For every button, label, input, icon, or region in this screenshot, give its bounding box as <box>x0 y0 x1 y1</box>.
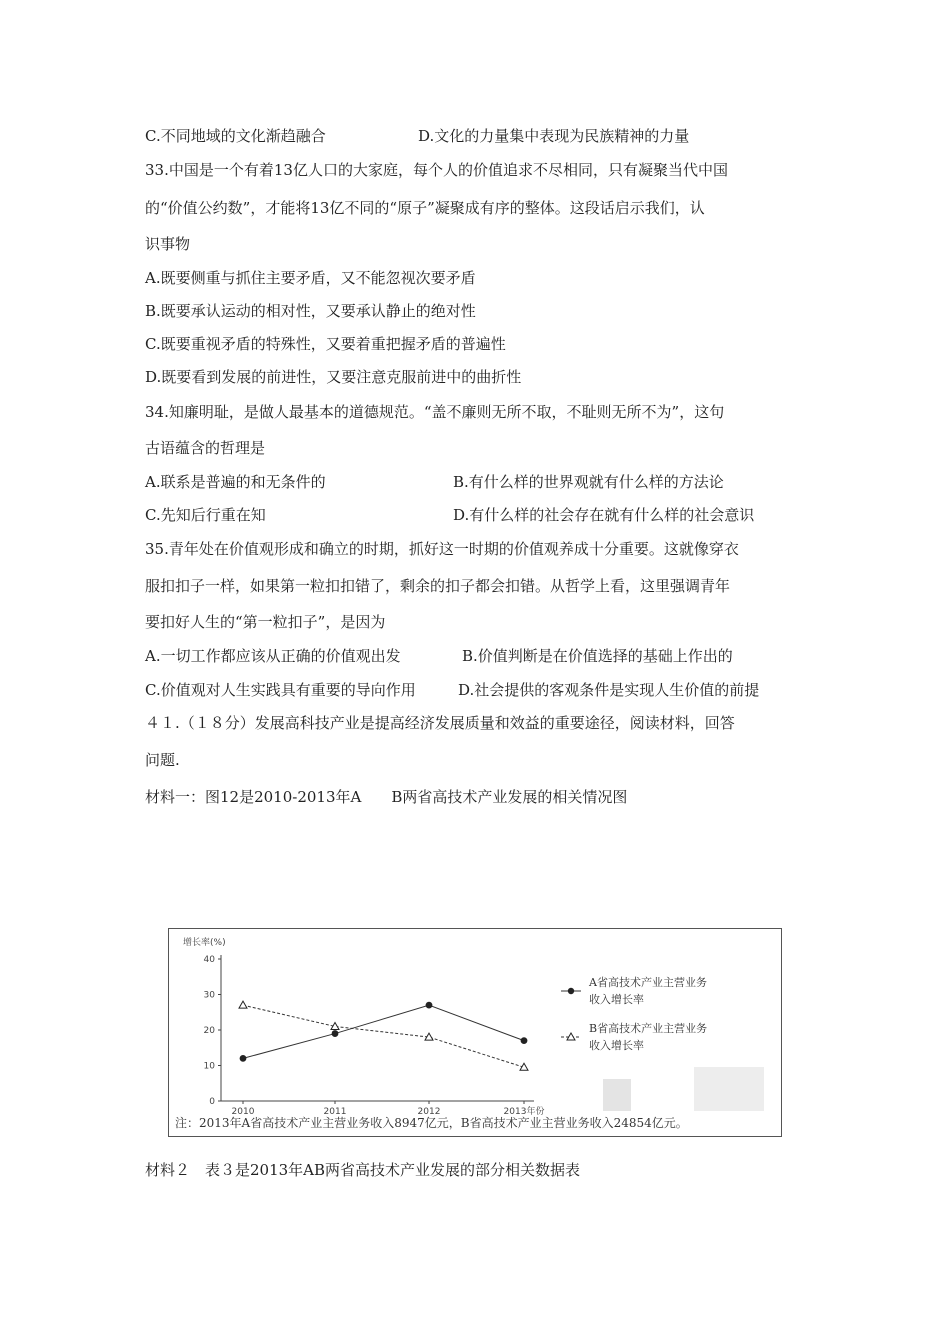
q35-stem-line3: 要扣好人生的“第一粒扣子”，是因为 <box>145 613 386 631</box>
series-a-point <box>332 1030 339 1037</box>
y-tick-label: 10 <box>203 1061 215 1072</box>
series-b-point <box>239 1001 247 1008</box>
q35-stem-line2: 服扣扣子一样，如果第一粒扣扣错了，剩余的扣子都会扣错。从哲学上看，这里强调青年 <box>145 577 731 595</box>
q34-stem-line2: 古语蕴含的哲理是 <box>145 439 266 457</box>
chart-note: 注：2013年A省高技术产业主营业务收入8947亿元，B省高技术产业主营业务收入24854亿元。 <box>175 1116 688 1130</box>
q35-option-a: A.一切工作都应该从正确的价值观出发 <box>145 647 401 665</box>
legend-a-label-line1: A省高技术产业主营业务 <box>589 976 707 989</box>
q41-stem-line2: 问题. <box>145 751 180 769</box>
legend-b-label-line1: B省高技术产业主营业务 <box>589 1022 708 1035</box>
q33-option-c: C.既要重视矛盾的特殊性，又要着重把握矛盾的普遍性 <box>145 335 506 353</box>
y-tick-label: 40 <box>203 955 215 965</box>
scan-shading-1 <box>603 1079 631 1111</box>
series-a-line <box>243 1005 524 1058</box>
series-a-point <box>426 1002 433 1009</box>
x-tick-label: 2011 <box>323 1107 347 1117</box>
q41-stem-line1: ４１.（１８分）发展高科技产业是提高经济发展质量和效益的重要途径，阅读材料，回答 <box>145 714 735 732</box>
q32-option-d: D.文化的力量集中表现为民族精神的力量 <box>418 127 690 145</box>
x-tick-label: 2012 <box>417 1107 441 1117</box>
q33-stem-line1: 33.中国是一个有着13亿人口的大家庭，每个人的价值追求不尽相同，只有凝聚当代中国 <box>145 161 728 179</box>
q33-option-a: A.既要侧重与抓住主要矛盾，又不能忽视次要矛盾 <box>145 269 476 287</box>
y-tick-label: 0 <box>209 1097 215 1107</box>
q34-option-b: B.有什么样的世界观就有什么样的方法论 <box>453 473 724 491</box>
q41-material1-caption: 材料一：图12是2010-2013年A B两省高技术产业发展的相关情况图 <box>145 788 628 806</box>
legend-a-marker <box>568 988 574 994</box>
y-tick-label: 20 <box>203 1026 215 1036</box>
q33-stem-line3: 识事物 <box>145 235 191 253</box>
series-a-point <box>521 1037 528 1044</box>
legend-a-label-line2: 收入增长率 <box>589 993 644 1006</box>
growth-rate-chart <box>168 928 782 1137</box>
series-a-point <box>240 1055 247 1062</box>
scan-shading-2 <box>694 1067 764 1111</box>
q35-stem-line1: 35.青年处在价值观形成和确立的时期，抓好这一时期的价值观养成十分重要。这就像穿衣 <box>145 540 739 558</box>
q41-material2-caption: 材料２ 表３是2013年AB两省高技术产业发展的部分相关数据表 <box>145 1161 581 1179</box>
q33-stem-line2: 的“价值公约数”，才能将13亿不同的“原子”凝聚成有序的整体。这段话启示我们，认 <box>145 199 705 217</box>
q32-option-c: C.不同地域的文化渐趋融合 <box>145 127 326 145</box>
x-tick-label: 2013年份 <box>503 1107 545 1117</box>
x-tick-label: 2010 <box>231 1107 255 1117</box>
chart-y-axis-label: 增长率(%) <box>183 938 226 948</box>
y-tick-label: 30 <box>203 990 215 1001</box>
legend-b-label-line2: 收入增长率 <box>589 1039 644 1052</box>
q34-option-c: C.先知后行重在知 <box>145 506 266 524</box>
q34-option-d: D.有什么样的社会存在就有什么样的社会意识 <box>453 506 755 524</box>
q33-option-b: B.既要承认运动的相对性，又要承认静止的绝对性 <box>145 302 476 320</box>
q35-option-b: B.价值判断是在价值选择的基础上作出的 <box>462 647 733 665</box>
q35-option-d: D.社会提供的客观条件是实现人生价值的前提 <box>458 681 760 699</box>
q33-option-d: D.既要看到发展的前进性，又要注意克服前进中的曲折性 <box>145 368 522 386</box>
chart-canvas <box>169 929 781 1136</box>
q34-stem-line1: 34.知廉明耻，是做人最基本的道德规范。“盖不廉则无所不取，不耻则无所不为”，这句 <box>145 403 725 421</box>
q34-option-a: A.联系是普遍的和无条件的 <box>145 473 326 491</box>
series-b-line <box>243 1005 524 1067</box>
q35-option-c: C.价值观对人生实践具有重要的导向作用 <box>145 681 416 699</box>
